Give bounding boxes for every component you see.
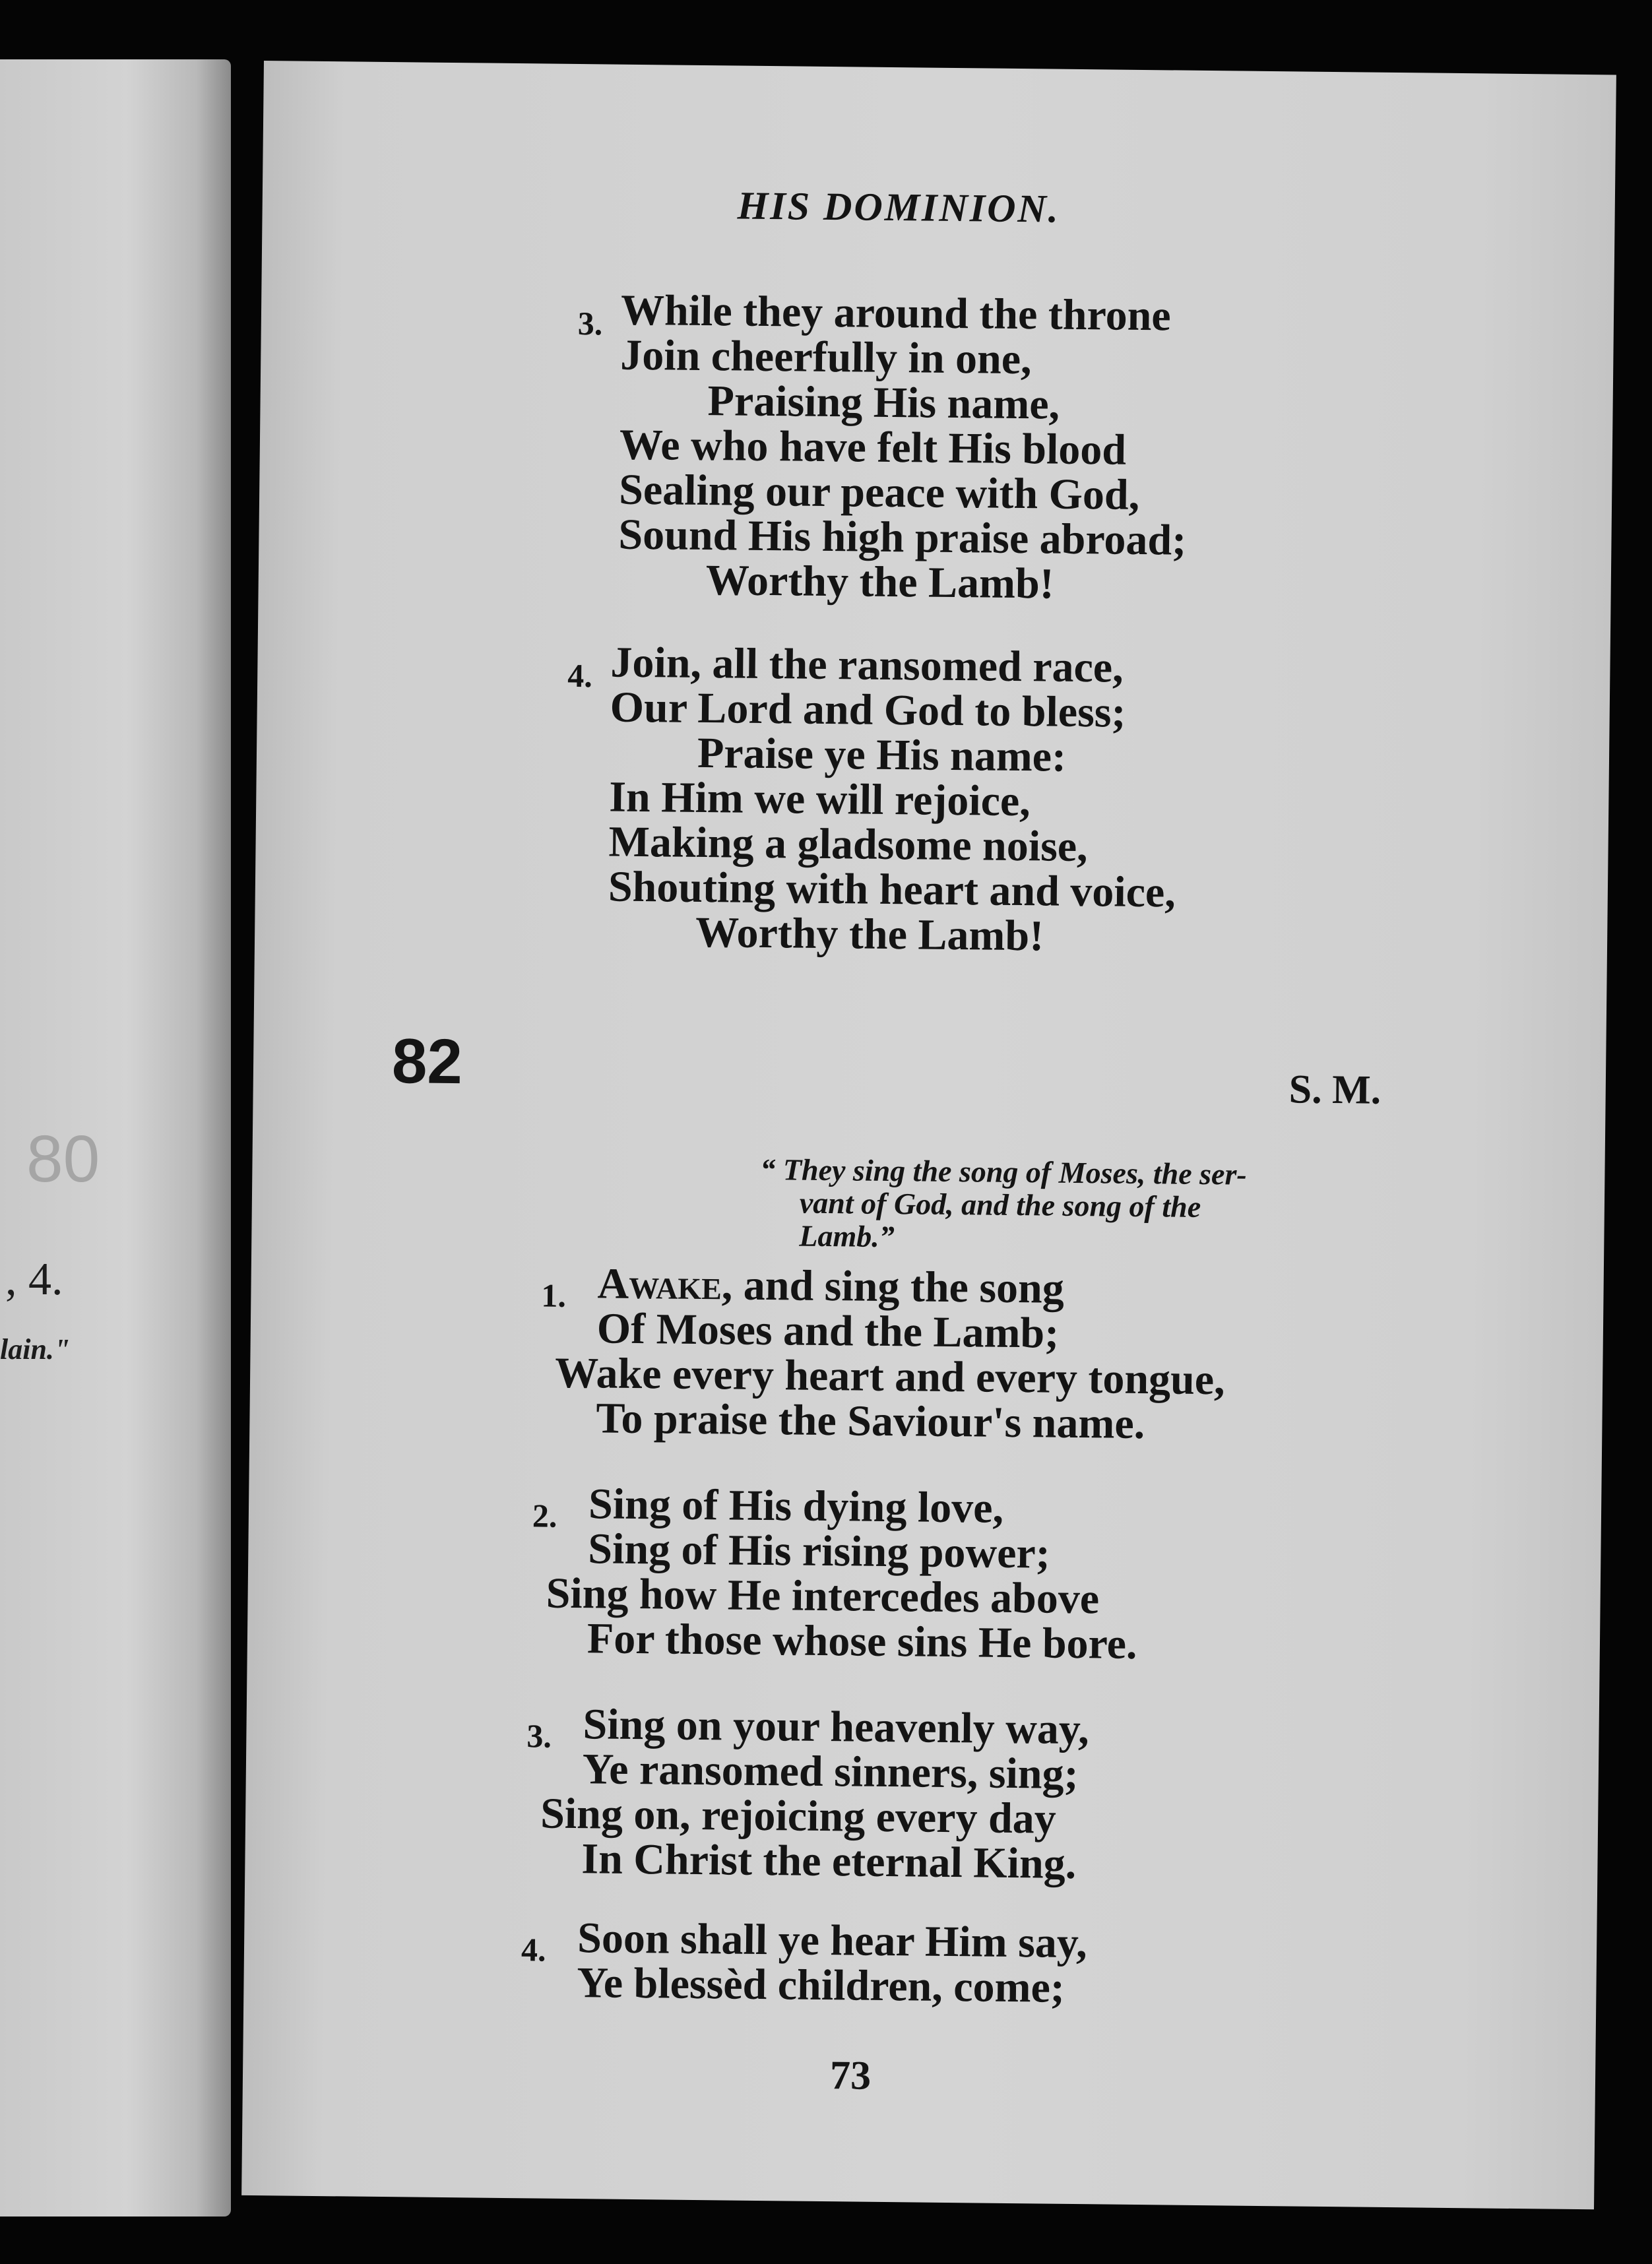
verse-line: We who have felt His blood (619, 420, 1127, 474)
previous-hymn-number: 80 (26, 1122, 100, 1196)
epigraph-line: vant of God, and the song of the (799, 1185, 1201, 1224)
verse-line: Of Moses and the Lamb; (596, 1304, 1060, 1358)
verse-line: Sing on your heavenly way, (583, 1700, 1090, 1754)
stanza-number: 1. (541, 1276, 567, 1314)
verse-line: Sing on, rejoicing every day (540, 1789, 1057, 1843)
running-head: HIS DOMINION. (737, 183, 1061, 231)
verse-line: Sealing our peace with God, (618, 465, 1140, 519)
verse-line: Sing of His rising power; (588, 1525, 1051, 1578)
epigraph-line: “ They sing the song of Moses, the ser- (760, 1152, 1247, 1191)
verse-line: Worthy the Lamb! (705, 556, 1055, 608)
first-word: Awake (597, 1259, 722, 1309)
verse-line: Shouting with heart and voice, (608, 862, 1176, 917)
stanza-number: 4. (567, 656, 593, 695)
previous-verse-fragment: , 4. (5, 1254, 63, 1305)
verse-line: To praise the Saviour's name. (596, 1394, 1145, 1449)
verse-line: Worthy the Lamb! (695, 908, 1044, 960)
verse-line: Join cheerfully in one, (620, 330, 1032, 384)
hymn-meter: S. M. (1288, 1067, 1382, 1113)
verse-line: Soon shall ye hear Him say, (577, 1914, 1088, 1968)
verse-line: Wake every heart and every tongue, (554, 1348, 1226, 1404)
page-number: 73 (829, 2053, 872, 2098)
previous-quote-fragment: lain." (0, 1333, 71, 1366)
verse-line: Sound His high praise abroad; (618, 510, 1187, 565)
verse-line: Ye blessèd children, come; (577, 1959, 1065, 2012)
verse-line: Our Lord and God to bless; (610, 683, 1126, 737)
verse-line: Sing of His dying love, (588, 1480, 1004, 1532)
first-line-rest: , and sing the song (721, 1261, 1065, 1313)
hymnal-page (241, 61, 1616, 2209)
stanza-number: 3. (526, 1717, 552, 1755)
verse-line: Ye ransomed sinners, sing; (582, 1745, 1079, 1799)
stanza-number: 4. (521, 1931, 546, 1968)
verse-line: For those whose sins He bore. (587, 1614, 1137, 1668)
stanza-number: 3. (577, 305, 603, 342)
verse-line: While they around the throne (620, 286, 1172, 340)
verse-line-first (597, 1259, 1065, 1313)
previous-page (0, 59, 231, 2217)
verse-line: Praising His name, (707, 377, 1060, 429)
epigraph-line: Lamb.” (799, 1218, 895, 1254)
verse-line: In Christ the eternal King. (581, 1835, 1077, 1889)
verse-line: In Him we will rejoice, (608, 772, 1031, 826)
verse-line: Praise ye His name: (697, 728, 1067, 781)
stanza-number: 2. (532, 1497, 557, 1534)
verse-line: Sing how He intercedes above (546, 1569, 1100, 1623)
verse-line: Making a gladsome noise, (608, 817, 1089, 871)
verse-line: Join, all the ransomed race, (610, 638, 1124, 692)
hymn-number: 82 (391, 1026, 463, 1098)
